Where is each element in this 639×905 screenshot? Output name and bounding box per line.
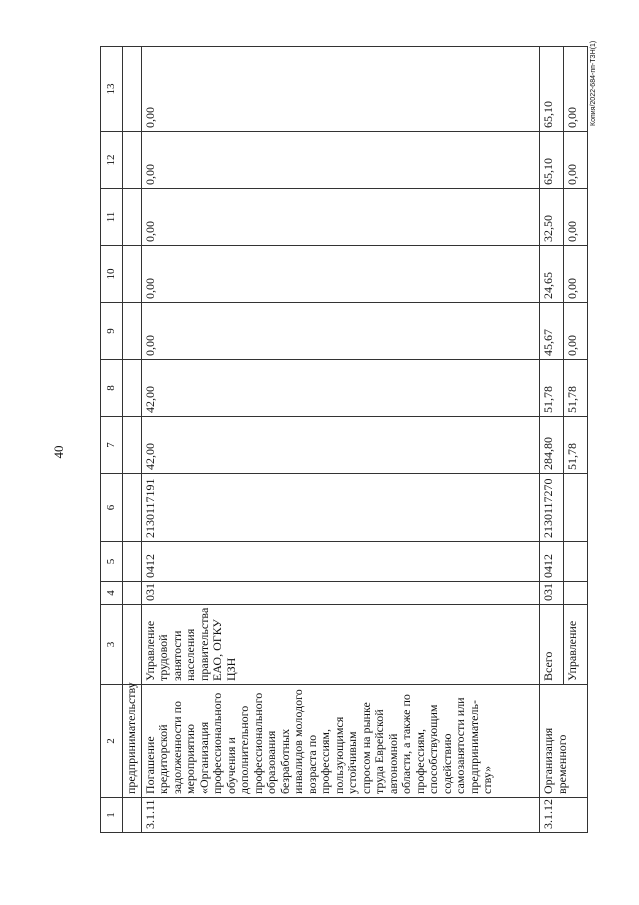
total-label: Всего — [540, 605, 564, 685]
value-cell: 65,10 — [540, 47, 564, 132]
header-cell: 3 — [101, 605, 123, 685]
value-cell: 51,78 — [540, 360, 564, 417]
budget-table — [100, 46, 588, 833]
grbs-code: 031 — [141, 582, 540, 605]
row-number: 3.1.12 — [540, 798, 588, 833]
carry-over-row — [123, 47, 142, 833]
sub-label: Управление — [564, 605, 588, 685]
value-cell: 24,65 — [540, 246, 564, 303]
measure-name: Погашение кредиторской задолженности по мероприятию «Организация профессионального обучения и дополнительного профессионального образования безработных инвалидов молодого возраста по профессиям, пользующимся устойчивым спросом на рынке труда Еврейской автономной области, а также по профессиям, способствующим содействию самозанятости или предприниматель-ству» — [141, 685, 540, 798]
value-cell: 51,78 — [564, 417, 588, 474]
document-code: Копия/2022-684-пп-ТЗН(1) — [590, 40, 597, 126]
section-code: 0412 — [141, 542, 540, 582]
header-cell: 1 — [101, 798, 123, 833]
grbs-code: 031 — [540, 582, 564, 605]
value-cell: 0,00 — [564, 246, 588, 303]
row-number: 3.1.11 — [141, 798, 540, 833]
page-number: 40 — [51, 445, 66, 459]
header-cell: 13 — [101, 47, 123, 132]
value-cell: 0,00 — [564, 47, 588, 132]
measure-name: Организация временного — [540, 685, 588, 798]
value-cell: 45,67 — [540, 303, 564, 360]
header-row — [101, 47, 123, 833]
value-cell: 42,00 — [141, 417, 540, 474]
value-cell: 0,00 — [141, 303, 540, 360]
header-cell: 10 — [101, 246, 123, 303]
header-cell: 2 — [101, 685, 123, 798]
table-row-3-1-12-total — [540, 47, 564, 833]
value-cell: 0,00 — [564, 132, 588, 189]
value-cell: 284,80 — [540, 417, 564, 474]
value-cell: 0,00 — [141, 47, 540, 132]
value-cell: 0,00 — [141, 246, 540, 303]
target-article: 2130117270 — [540, 474, 564, 542]
value-cell: 0,00 — [564, 189, 588, 246]
value-cell: 42,00 — [141, 360, 540, 417]
value-cell: 0,00 — [141, 132, 540, 189]
table-row-3-1-11 — [141, 47, 540, 833]
executor: Управление трудовой занятости населения правительства ЕАО, ОГКУ ЦЗН — [141, 605, 540, 685]
value-cell: 65,10 — [540, 132, 564, 189]
budget-table-rotated — [100, 47, 588, 833]
header-cell: 5 — [101, 542, 123, 582]
value-cell: 32,50 — [540, 189, 564, 246]
value-cell: 0,00 — [564, 303, 588, 360]
header-cell: 12 — [101, 132, 123, 189]
carry-over-text: предпринимательству — [123, 685, 142, 798]
header-cell: 7 — [101, 417, 123, 474]
section-code: 0412 — [540, 542, 564, 582]
header-cell: 8 — [101, 360, 123, 417]
value-cell: 0,00 — [141, 189, 540, 246]
value-cell: 51,78 — [564, 360, 588, 417]
header-cell: 4 — [101, 582, 123, 605]
target-article: 2130117191 — [141, 474, 540, 542]
header-cell: 9 — [101, 303, 123, 360]
header-cell: 6 — [101, 474, 123, 542]
header-cell: 11 — [101, 189, 123, 246]
